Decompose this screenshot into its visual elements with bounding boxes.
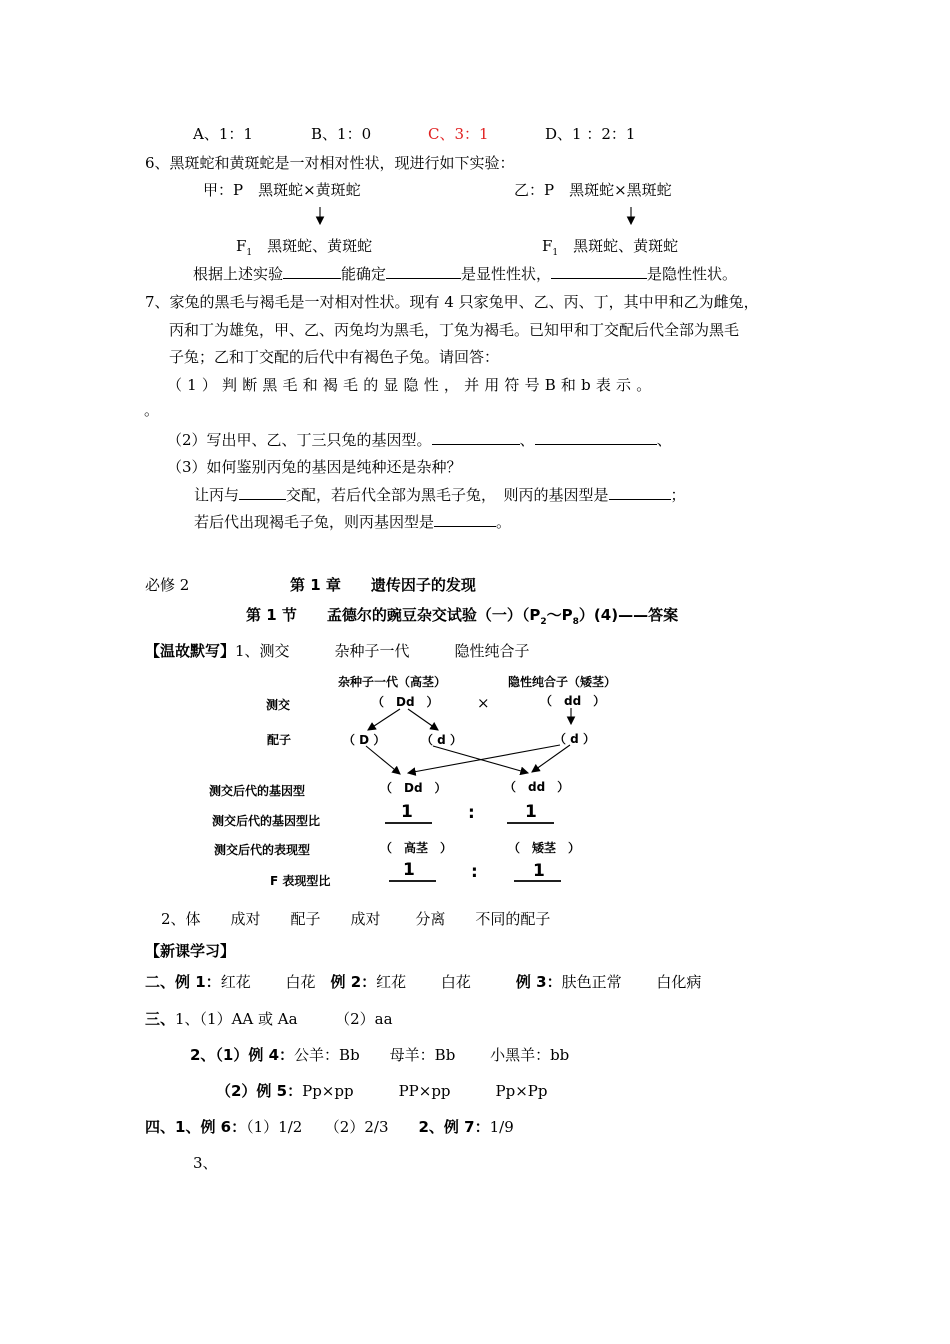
option-b: B、1：0 [311,125,372,143]
arrow-parent-to-d [408,709,438,730]
diagram-top-left: 杂种子一代（高茎） [338,675,447,689]
section-2-line: 二、例 1：红花 白花 例 2：红花 白花 例 3：肤色正常 白化病 [145,973,702,991]
new-lesson-label: 【新课学习】 [145,942,236,960]
chapter-title: 第 1 章 遗传因子的发现 [290,576,476,594]
phenotype-2: （ 矮茎 ） [508,841,581,855]
section-3-line-2: 2、（1）例 4：公羊：Bb 母羊：Bb 小黑羊：bb [190,1046,570,1064]
section-3-line-1: 三、1、（1）AA 或 Aa （2）aa [145,1010,393,1028]
q7-sub1-end: 。 [144,401,160,419]
review-line-2: 2、体 成对 配子 成对 分离 不同的配子 [161,910,551,928]
offspring-1: （ Dd ） [380,781,447,795]
q6-fill-line: 根据上述实验 能确定 是显性性状， 是隐性性状。 [193,265,738,283]
option-c-answer: C、3：1 [428,125,489,143]
arrow-parent-to-D [368,709,400,730]
gamete-3: （ d ） [554,732,595,746]
review-line: 【温故默写】1、测交 杂种子一代 隐性纯合子 [145,642,530,660]
genotype-ratio-2: 1 [525,802,537,822]
q6-yi-parents: 乙：P 黑斑蛇×黑斑蛇 [514,181,672,199]
diagram-row-phenotype-ratio: F 表现型比 [270,874,331,888]
phenotype-1: （ 高茎 ） [380,841,453,855]
option-a: A、1：1 [193,125,253,143]
q7-line2: 丙和丁为雄兔，甲、乙、丙兔均为黑毛，丁兔为褐毛。已知甲和丁交配后代全部为黑毛 [169,321,740,339]
book-label: 必修 2 [145,576,190,594]
q7-sub2: （2）写出甲、乙、丁三只兔的基因型。 、 、 [167,431,672,449]
q7-sub3-a: 让丙与 交配，若后代全部为黑毛子兔， 则丙的基因型是 ； [194,486,686,504]
diagram-top-right: 隐性纯合子（矮茎） [508,675,617,689]
diagram-row-genotype-ratio: 测交后代的基因型比 [212,814,321,828]
offspring-2: （ dd ） [504,780,570,794]
gamete-2: （ d ） [421,733,462,747]
q7-sub3: （3）如何鉴别丙兔的基因是纯种还是杂种？ [167,458,462,476]
q6-yi-f1: $F_1$ 黑斑蛇、黄斑蛇 [542,237,679,258]
diagram-row-gamete: 配子 [267,733,292,747]
diagram-row-cross: 测交 [266,698,291,712]
q7-line3: 子兔；乙和丁交配的后代中有褐色子兔。请回答： [169,348,500,366]
section-3-line-3: （2）例 5：Pp×pp PP×pp Pp×Pp [216,1082,548,1100]
diagram-row-phenotype: 测交后代的表现型 [214,843,311,857]
cross-sign: × [477,694,490,712]
q7-sub3-b: 若后代出现褐毛子兔，则丙基因型是 。 [194,513,512,531]
ratio-colon: : [468,803,475,823]
section-title: 第 1 节 孟德尔的豌豆杂交试验（一）$(P_2\sim P_8)(4)——$答案 [246,606,679,627]
arrow-D-to-Dd [366,746,400,774]
genotype-ratio-1: 1 [401,802,413,822]
q6-stem: 6、黑斑蛇和黄斑蛇是一对相对性状，现进行如下实验： [145,154,515,172]
diagram-row-genotype: 测交后代的基因型 [209,784,306,798]
parent-right: （ dd ） [540,694,606,708]
section-4-line-1: 四、1、例 6：（1）1/2 （2）2/3 2、例 7：1/9 [145,1118,514,1136]
gamete-1: （ D ） [343,733,386,747]
q6-jia-f1: $F_1$ 黑斑蛇、黄斑蛇 [236,237,373,258]
phenotype-ratio-2: 1 [533,861,545,881]
q6-jia-parents: 甲：P 黑斑蛇×黄斑蛇 [203,181,361,199]
parent-left: （ Dd ） [372,695,439,709]
section-4-item-3: 3、 [193,1154,218,1172]
ratio-colon: : [471,862,478,882]
option-d: D、1 ：2：1 [545,125,636,143]
q7-sub1: （ 1 ） 判 断 黑 毛 和 褐 毛 的 显 隐 性 ， 并 用 符 号 B 和 b 表 示 。 [167,376,652,394]
phenotype-ratio-1: 1 [403,860,415,880]
q7-line1: 7、家兔的黑毛与褐毛是一对相对性状。现有 4 只家兔甲、乙、丙、丁，其中甲和乙为雌兔， [145,293,759,311]
